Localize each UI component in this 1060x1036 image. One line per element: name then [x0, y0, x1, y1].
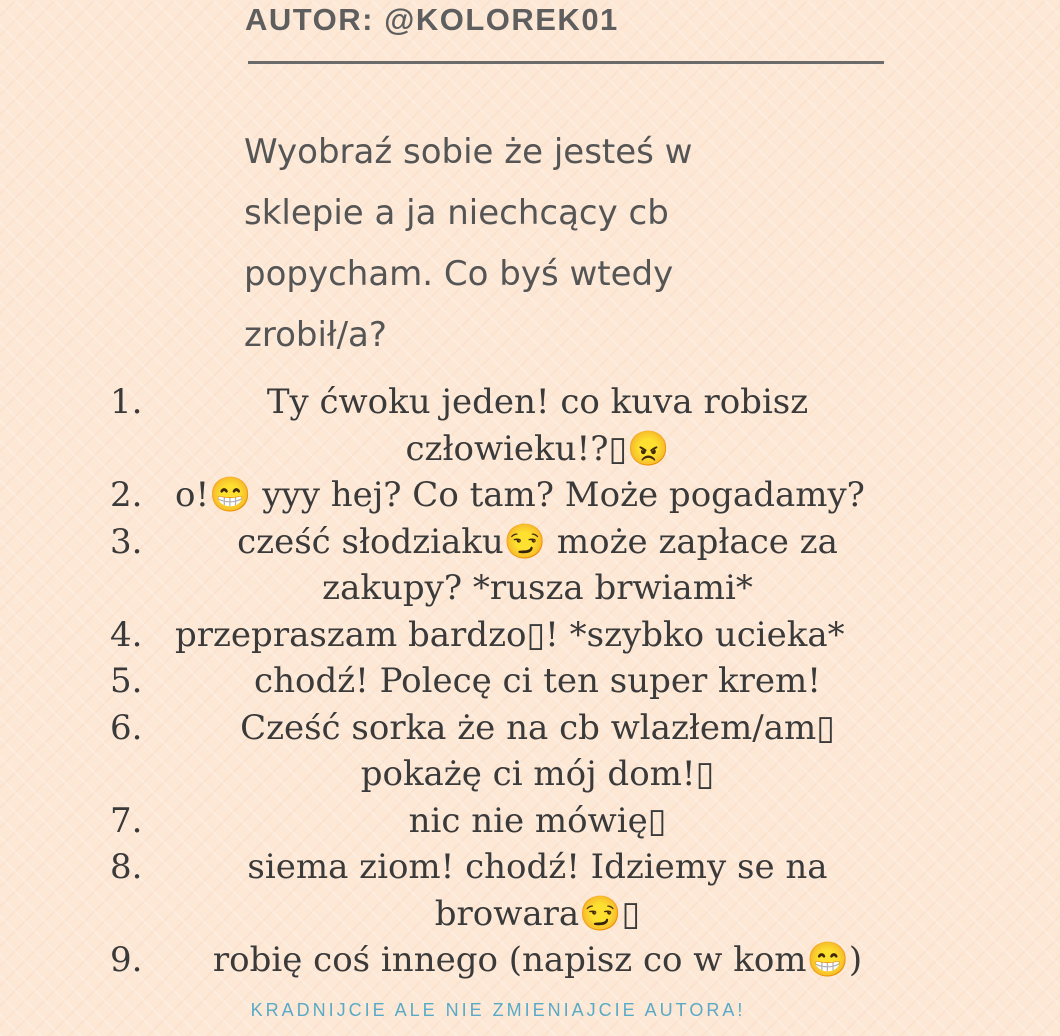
footer-note: KRADNIJCIE ALE NIE ZMIENIAJCIE AUTORA!: [250, 1000, 746, 1020]
question-body: Wyobraź sobie że jesteś w sklepie a ja niechcący cb popycham. Co byś wtedy zrobił/a?: [244, 132, 693, 355]
answer-item-2: [110, 472, 910, 519]
answer-item-8: [110, 844, 910, 937]
question-text: [244, 122, 764, 366]
answer-number: 4.: [110, 614, 143, 655]
answer-text: nic nie mówię▯: [408, 800, 667, 841]
answer-text: robię coś innego (napisz co w kom😁): [212, 940, 863, 980]
answer-number: 9.: [110, 940, 143, 980]
answer-item-6: [110, 705, 910, 798]
answer-text: cześć słodziaku😏 może zapłace za zakupy? *rusza brwiami*: [237, 521, 838, 608]
answer-number: 8.: [110, 847, 143, 887]
answer-item-7: [110, 798, 910, 845]
answer-number: 3.: [110, 521, 143, 562]
answer-text: o!😁 yyy hej? Co tam? Może pogadamy?: [175, 475, 865, 515]
answer-number: 6.: [110, 707, 143, 748]
answer-item-3: [110, 519, 910, 612]
author-heading: AUTOR: @KOLOREK01: [245, 2, 619, 37]
answer-item-4: [110, 612, 910, 659]
answer-number: 5.: [110, 661, 143, 701]
answer-number: 1.: [110, 382, 143, 422]
answer-text: przepraszam bardzo▯! *szybko ucieka*: [175, 614, 845, 655]
answer-text: Ty ćwoku jeden! co kuva robisz człowieku!?▯😠: [266, 382, 809, 469]
answer-number: 2.: [110, 475, 143, 515]
answer-item-5: [110, 658, 910, 705]
answer-text: chodź! Polecę ci ten super krem!: [254, 661, 821, 701]
author-divider: [248, 61, 884, 64]
answer-item-1: [110, 379, 910, 472]
answer-list: [110, 379, 910, 984]
answer-text: Cześć sorka że na cb wlazłem/am▯ pokażę ci mój dom!▯: [240, 707, 835, 794]
answer-item-9: [110, 937, 910, 984]
answer-number: 7.: [110, 800, 143, 841]
answer-text: siema ziom! chodź! Idziemy se na browara😏▯: [247, 847, 828, 934]
